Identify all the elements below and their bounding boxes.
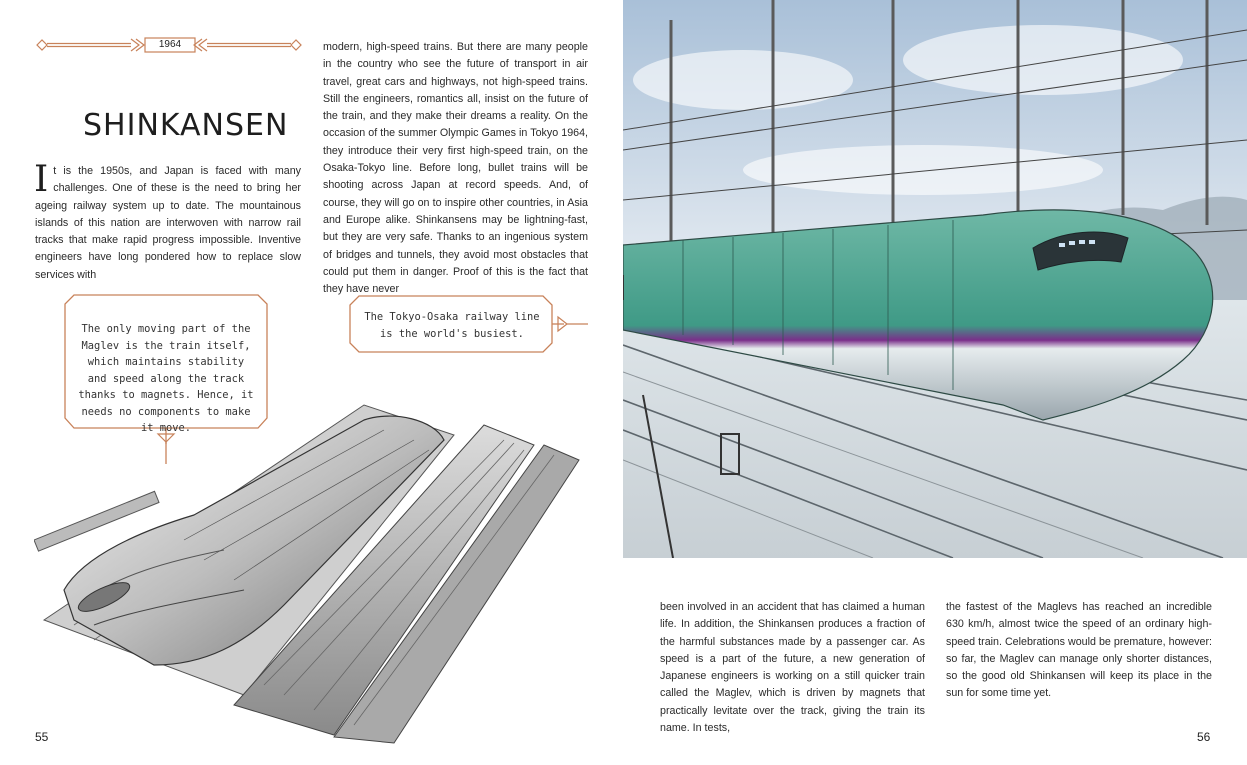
page-number-left: 55: [35, 730, 49, 744]
left-page: [0, 0, 623, 765]
text-column-a-body: t is the 1950s, and Japan is faced with many challenges. One of these is the need to bring her ageing railway system up to date. The mountainous islands of this nation are interwoven with narrow rail tracks that make rapid progress impossible. Inventive engineers have long pondered how to replace slow services with: [35, 165, 301, 281]
text-column-b: modern, high-speed trains. But there are many people in the country who see the future of transport in air travel, great cars and highways, not high-speed trains. Still the engineers, romantics all, insist on the future of the train, and they make their dreams a reality. On the occasion of the summer Olympic Games in Tokyo 1964, they introduce their very first high-speed train, on the Osaka-Tokyo line. Before long, bullet trains will be shooting across Japan at record speeds. And, of course, they will go on to inspire other countries, in Asia and Europe alike. Shinkansens may be lightning-fast, but they are very safe. Thanks to an ingenious system of bridges and tunnels, they avoid most obstacles that could put them in danger. Proof of this is the fact that they have never: [323, 41, 588, 296]
shinkansen-illustration: [623, 0, 1247, 558]
right-page: [623, 0, 1247, 765]
page-number-right: 56: [1197, 730, 1211, 744]
text-column-c: been involved in an accident that has claimed a human life. In addition, the Shinkansen produces a fraction of the harmful substances made by a passenger car. As speed is a part of the future, a new generation of Japanese engineers is working on a still quicker train called the Maglev, which is driven by magnets that practically levitate over the track, giving the train its name. In tests,: [660, 601, 925, 735]
text-column-a: [34, 159, 301, 284]
page-title: SHINKANSEN: [83, 108, 289, 144]
drop-cap: I: [34, 159, 49, 200]
maglev-callout-text: The only moving part of the Maglev is the train itself, which maintains stability and speed along the track thanks to magnets. Hence, it needs no components to make it move.: [78, 323, 254, 434]
year-label: 1964: [158, 39, 182, 50]
railway-line-callout-text: The Tokyo-Osaka railway line is the world's busiest.: [364, 311, 540, 340]
railway-line-callout: [349, 295, 589, 353]
maglev-callout: [64, 294, 268, 434]
text-column-d: the fastest of the Maglevs has reached an incredible 630 km/h, almost twice the speed of an ordinary high-speed train. Celebrations would be premature, however: so far, the Maglev can manage only shorter distances, so the good old Shinkansen will keep its place in the sun for some time yet.: [946, 601, 1212, 700]
